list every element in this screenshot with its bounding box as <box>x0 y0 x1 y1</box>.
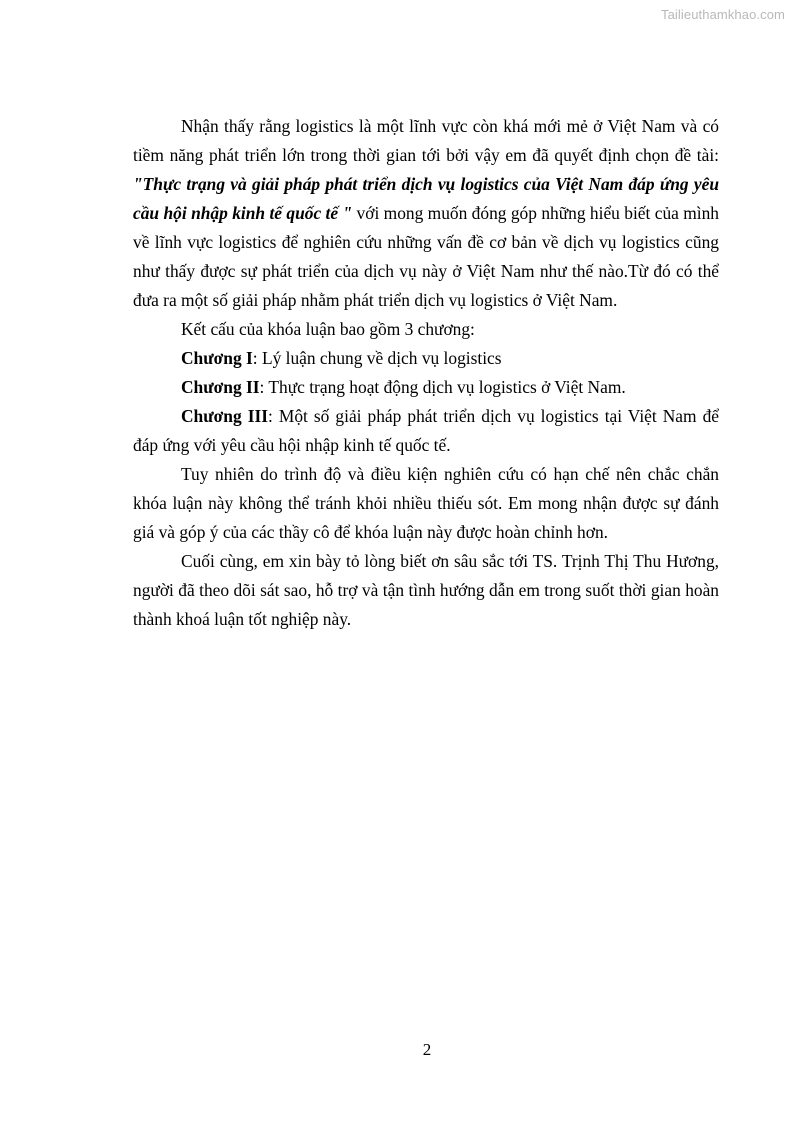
paragraph-thanks: Cuối cùng, em xin bày tỏ lòng biết ơn sâu sắc tới TS. Trịnh Thị Thu Hương, người đã theo dõi sát sao, hỗ trợ và tận tình hướng dẫn em trong suốt thời gian hoàn thành khoá luận tốt nghiệp này. <box>133 551 719 629</box>
chapter-1 <box>133 344 719 373</box>
chapter-2-text: : Thực trạng hoạt động dịch vụ logistics ở Việt Nam. <box>259 377 626 397</box>
chapter-3 <box>133 402 719 460</box>
watermark-text: Tailieuthamkhao.com <box>660 7 785 22</box>
chapter-2-label: Chương II <box>181 377 260 397</box>
chapter-2 <box>133 373 719 402</box>
paragraph-topic <box>133 112 719 315</box>
page-number: 2 <box>422 1040 432 1059</box>
chapter-1-label: Chương I <box>181 348 253 368</box>
thesis-title: "Thực trạng và giải pháp phát triển dịch vụ logistics của Việt Nam đáp ứng yêu cầu hội nhập kinh tế quốc tế " <box>133 174 719 223</box>
paragraph-topic-after: với mong muốn đóng góp những hiểu biết của mình về lĩnh vực logistics để nghiên cứu những vấn đề cơ bản về dịch vụ logistics cũng như thấy được sự phát triển của dịch vụ này ở Việt Nam như thế nào.Từ đó có thể đưa ra một số giải pháp nhằm phát triển dịch vụ logistics ở Việt Nam. <box>133 203 719 310</box>
paragraph-limitations: Tuy nhiên do trình độ và điều kiện nghiên cứu có hạn chế nên chắc chắn khóa luận này không thể tránh khỏi nhiều thiếu sót. Em mong nhận được sự đánh giá và góp ý của các thầy cô để khóa luận này được hoàn chỉnh hơn. <box>133 464 719 542</box>
chapter-3-label: Chương III <box>181 406 269 426</box>
chapter-1-text: : Lý luận chung về dịch vụ logistics <box>252 348 502 368</box>
document-body <box>133 112 719 634</box>
chapter-3-text: : Một số giải pháp phát triển dịch vụ logistics tại Việt Nam để đáp ứng với yêu cầu hội nhập kinh tế quốc tế. <box>133 406 719 455</box>
structure-intro: Kết cấu của khóa luận bao gồm 3 chương: <box>181 319 475 339</box>
paragraph-topic-before: Nhận thấy rằng logistics là một lĩnh vực còn khá mới mẻ ở Việt Nam và có tiềm năng phát triển lớn trong thời gian tới bởi vậy em đã quyết định chọn đề tài: <box>133 116 719 165</box>
